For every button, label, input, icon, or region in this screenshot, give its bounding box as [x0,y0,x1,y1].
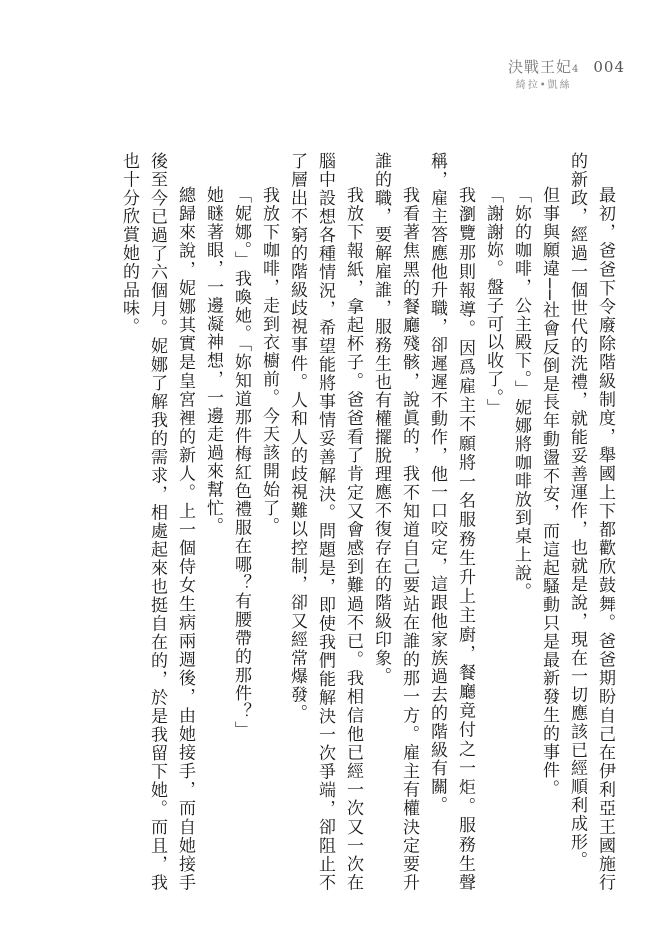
book-title [508,58,579,79]
paragraph: 總歸來說，妮娜其實是皇宮裡的新人。上一個侍女生病兩週後，由她接手，而自她接手後至今已過了六個月。妮娜了解我的需求，相處起來也挺自在的，於是我留下她。而且，我也十分欣賞她的品味。 [119,152,195,892]
paragraph: 我放下咖啡，走到衣櫥前。今天該開始了。 [259,186,279,536]
book-volume: 4 [571,64,580,75]
paragraph: 但事與願違──社會反倒是長年動盪不安，而這起騷動只是最新發生的事件。 [539,186,559,799]
book-title-main: 決戰王妃 [507,58,572,76]
paragraph: 「妮娜。」我喚她。「妳知道那件梅紅色禮服在哪？有腰帶的那件？」 [231,186,251,740]
header-title-block [508,58,579,93]
page-number: 004 [593,58,625,76]
body-text [115,152,619,892]
author-name: 綺拉•凱絲 [515,80,572,91]
paragraph: 我瀏覽那則報導。因爲雇主不願將一名服務生升上主廚，餐廳竟付之一炬。服務生聲稱，雇主答應他升職，卻遲遲不動作，他一口咬定，這跟他家族過去的階級有關。 [427,152,475,892]
paragraph: 最初，爸爸下令廢除階級制度，舉國上下都歡欣鼓舞。爸爸期盼自己在伊利亞王國施行的新政，經過一個世代的洗禮，就能妥善運作，也就是說，現在一切應該已經順利成形。 [567,152,615,892]
paragraph: 她瞇著眼，一邊凝神想，一邊走過來幫忙。 [203,186,223,536]
page-header [508,58,625,93]
paragraph: 我放下報紙，拿起杯子。爸爸看了肯定又會感到難過不已。我相信他已經一次又一次在腦中設想各種情況，希望能將事情妥善解決。問題是，即使我們能解決一次爭端，卻阻止不了層出不窮的階級歧視事件。人和人的歧視難以控制，卻又經常爆發。 [287,152,363,892]
paragraph: 「謝謝妳。盤子可以收了。」 [483,186,503,417]
paragraph: 我看著焦黑的餐廳殘骸，說眞的，我不知道自己要站在誰的那一方。雇主有權決定要升誰的職，要解雇誰，服務生也有權擺脫理應不復存在的階級印象。 [371,152,419,892]
paragraph: 「妳的咖啡，公主殿下。」妮娜將咖啡放到桌上說。 [511,186,531,601]
